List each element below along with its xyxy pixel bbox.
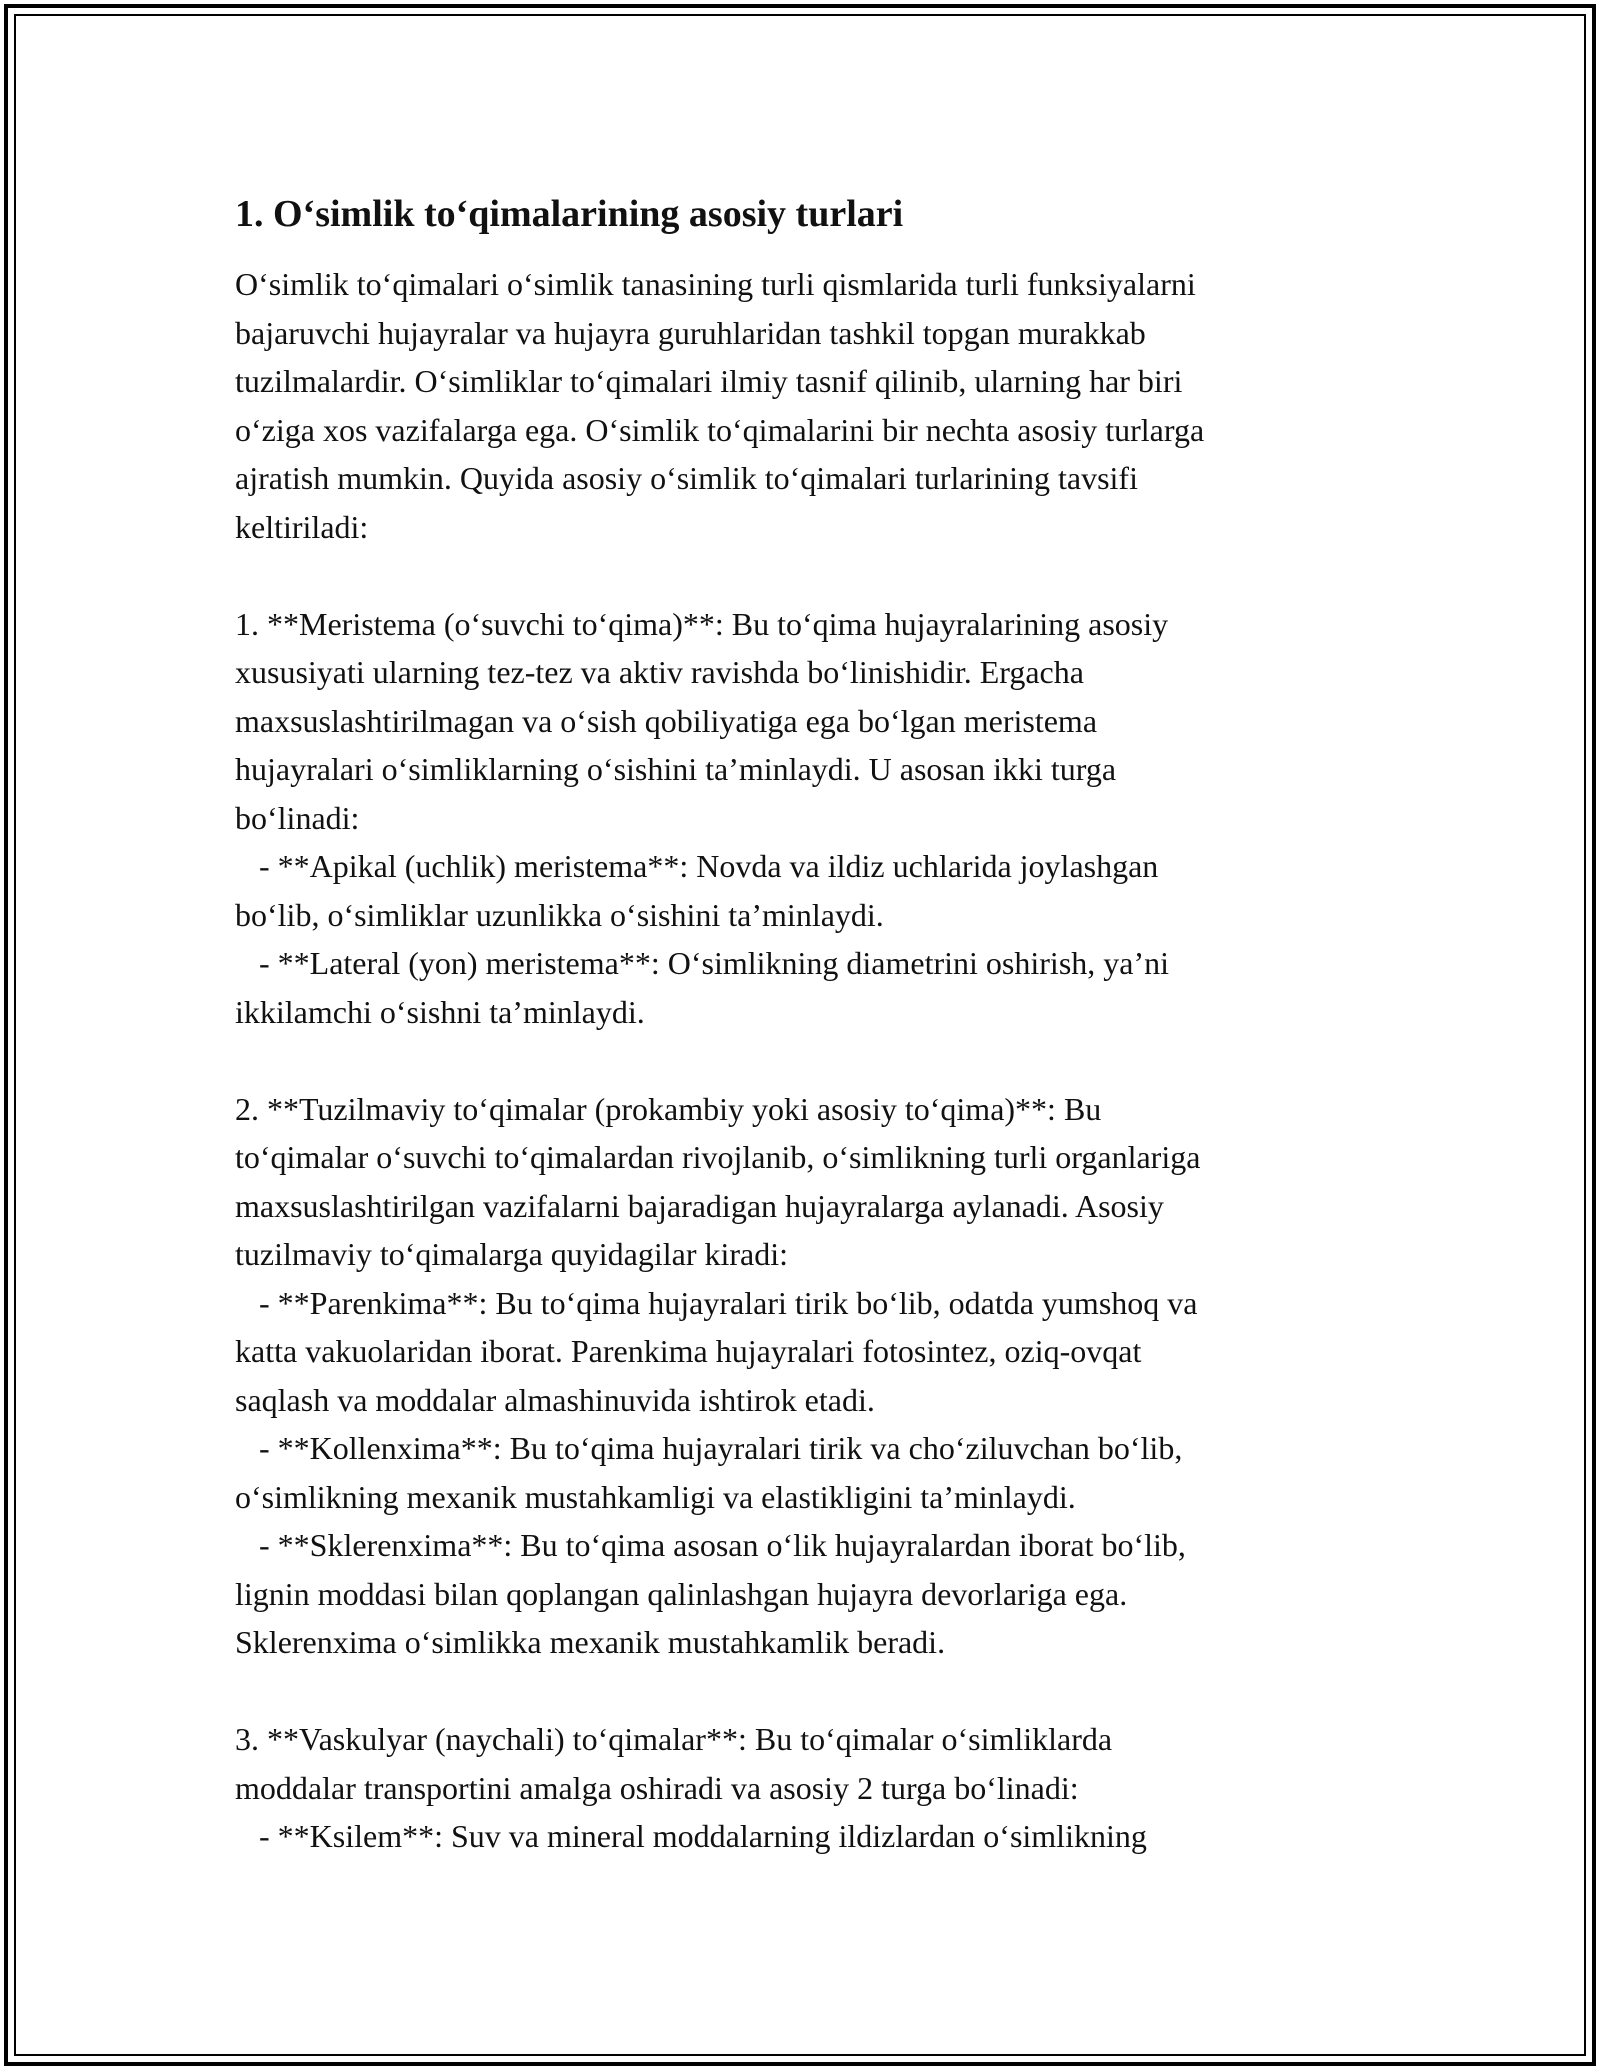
text-line: tuzilmaviy to‘qimalarga quyidagilar kiradi: [235,1236,789,1272]
text-line: bo‘lib, o‘simliklar uzunlikka o‘sishini ta’minlaydi. [235,896,884,933]
text-line: moddalar transportini amalga oshiradi va asosiy 2 turga bo‘linadi: [235,1769,1079,1806]
meristema-section [235,600,1375,1037]
text-line: bo‘linadi: [235,799,360,836]
bullet-line: - **Kollenxima**: Bu to‘qima hujayralari tirik va cho‘ziluvchan bo‘lib, [235,1430,1183,1466]
text-line: maxsuslashtirilmagan va o‘sish qobiliyatiga ega bo‘lgan meristema [235,702,1098,739]
text-line: maxsuslashtirilgan vazifalarni bajaradigan hujayralarga aylanadi. Asosiy [235,1187,1164,1224]
text-line: katta vakuolaridan iborat. Parenkima hujayralari fotosintez, oziq-ovqat [235,1333,1142,1369]
text-line: 2. **Tuzilmaviy to‘qimalar (prokambiy yoki asosiy to‘qima)**: Bu [235,1090,1102,1127]
paragraph-gap [235,551,1375,600]
text-line: xususiyati ularning tez-tez va aktiv ravishda bo‘linishidir. Ergacha [235,654,1084,690]
text-line: saqlash va moddalar almashinuvida ishtirok etadi. [235,1381,875,1418]
bullet-line: - **Sklerenxima**: Bu to‘qima asosan o‘lik hujayralardan iborat bo‘lib, [235,1527,1186,1563]
text-line: O‘simlik to‘qimalari o‘simlik tanasining turli qismlarida turli funksiyalarni [235,266,1196,302]
bullet-line: - **Parenkima**: Bu to‘qima hujayralari tirik bo‘lib, odatda yumshoq va [235,1284,1198,1321]
text-line: hujayralari o‘simliklarning o‘sishini ta’minlaydi. U asosan ikki turga [235,751,1117,787]
text-line: o‘simlikning mexanik mustahkamligi va elastikligini ta’minlaydi. [235,1478,1076,1515]
document-body [235,190,1375,1861]
text-line: ikkilamchi o‘sishni ta’minlaydi. [235,993,645,1030]
intro-paragraph [235,260,1375,551]
text-line: lignin moddasi bilan qoplangan qalinlashgan hujayra devorlariga ega. [235,1575,1128,1612]
text-line: bajaruvchi hujayralar va hujayra guruhlaridan tashkil topgan murakkab [235,314,1146,351]
text-line: 3. **Vaskulyar (naychali) to‘qimalar**: Bu to‘qimalar o‘simliklarda [235,1721,1113,1757]
text-line: ajratish mumkin. Quyida asosiy o‘simlik to‘qimalari turlarining tavsifi [235,460,1138,496]
text-line: Sklerenxima o‘simlikka mexanik mustahkamlik beradi. [235,1624,946,1660]
paragraph-gap [235,1036,1375,1085]
text-line: keltiriladi: [235,508,369,545]
text-line: to‘qimalar o‘suvchi to‘qimalardan rivojlanib, o‘simlikning turli organlariga [235,1139,1201,1175]
text-line: tuzilmalardir. O‘simliklar to‘qimalari ilmiy tasnif qilinib, ularning har biri [235,363,1183,399]
document-text [235,260,1375,1861]
bullet-line: - **Lateral (yon) meristema**: O‘simlikning diametrini oshirish, ya’ni [235,945,1170,981]
text-line: o‘ziga xos vazifalarga ega. O‘simlik to‘qimalarini bir nechta asosiy turlarga [235,411,1205,448]
bullet-line: - **Apikal (uchlik) meristema**: Novda va ildiz uchlarida joylashgan [235,848,1159,884]
text-line: 1. **Meristema (o‘suvchi to‘qima)**: Bu to‘qima hujayralarining asosiy [235,605,1169,642]
paragraph-gap [235,1667,1375,1716]
bullet-line: - **Ksilem**: Suv va mineral moddalarning ildizlardan o‘simlikning [235,1818,1147,1854]
tuzilmaviy-section [235,1085,1375,1667]
vaskulyar-section [235,1715,1375,1861]
section-heading: 1. O‘simlik to‘qimalarining asosiy turlari [235,193,904,235]
